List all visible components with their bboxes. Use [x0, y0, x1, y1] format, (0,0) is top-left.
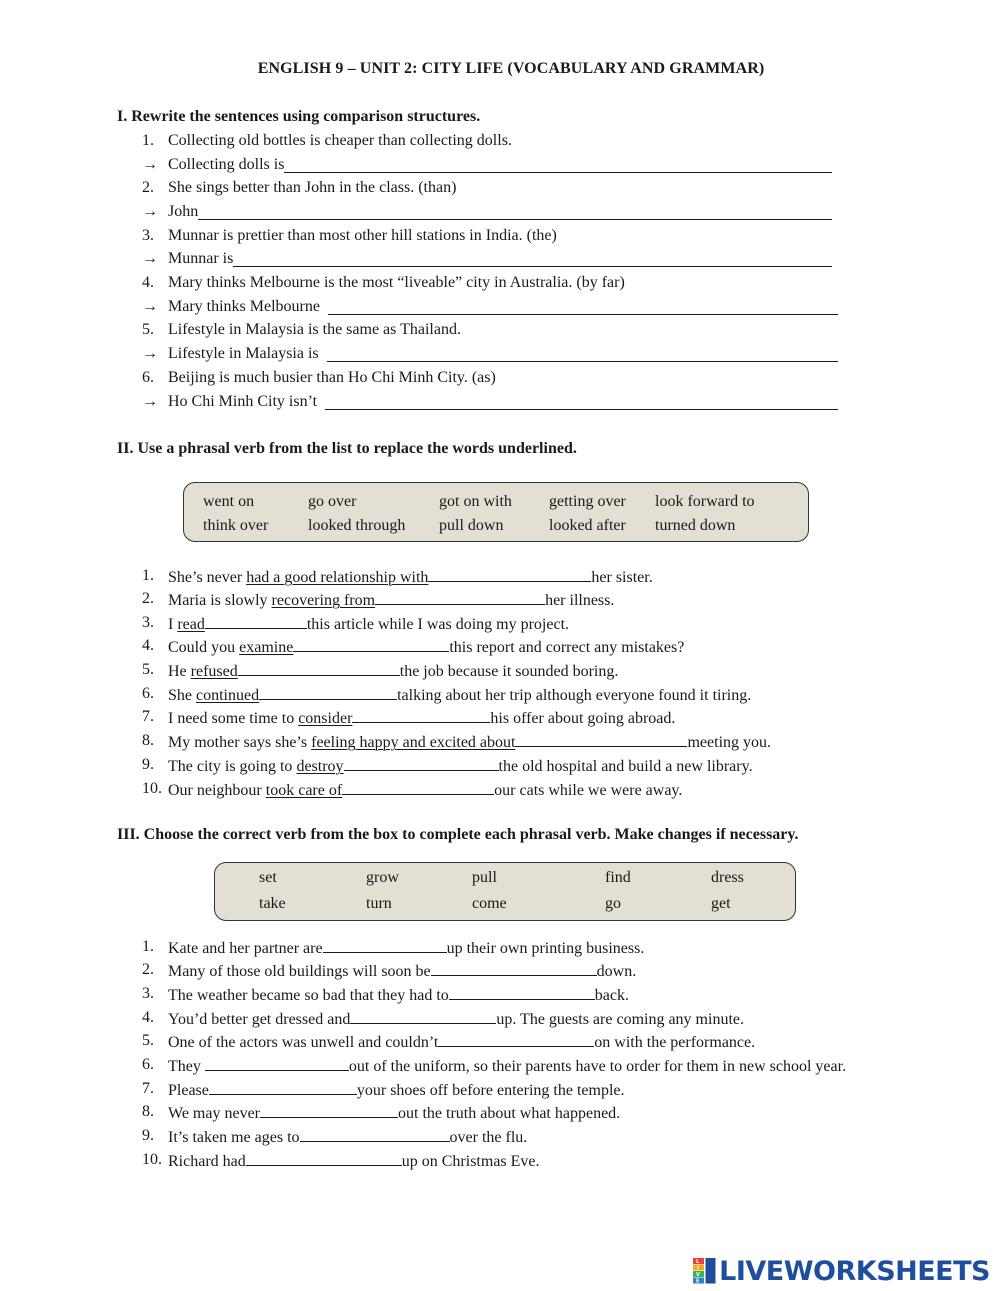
- answer-blank[interactable]: [438, 1030, 594, 1047]
- box-word: find: [605, 869, 631, 886]
- sentence-end: her sister.: [591, 569, 653, 586]
- exercise-item: [0, 754, 1000, 776]
- answer-blank[interactable]: [515, 730, 687, 747]
- sentence-end: the old hospital and build a new library.: [498, 758, 753, 775]
- item-number: 3.: [142, 985, 154, 1002]
- box-word: go over: [308, 493, 357, 510]
- underlined-words: destroy: [296, 758, 344, 775]
- box-word: dress: [711, 869, 744, 886]
- answer-blank[interactable]: [375, 588, 545, 605]
- answer-blank[interactable]: [323, 936, 447, 953]
- item-sentence: [168, 983, 629, 1007]
- answer-prompt: Lifestyle in Malaysia is: [168, 345, 319, 362]
- item-sentence: [168, 959, 636, 983]
- answer-blank[interactable]: [246, 1149, 402, 1166]
- item-number: 5.: [142, 661, 154, 678]
- underlined-words: examine: [239, 639, 294, 656]
- section-1-heading: I. Rewrite the sentences using comparison structures.: [117, 108, 481, 125]
- sentence-start: We may never: [168, 1105, 260, 1122]
- exercise-item: [0, 936, 1000, 958]
- answer-prompt: Munnar is: [168, 250, 234, 267]
- exercise-item: [0, 612, 1000, 634]
- item-number: 2.: [142, 961, 154, 978]
- answer-prompt: Collecting dolls is: [168, 156, 285, 173]
- box-word: think over: [203, 517, 269, 534]
- item-sentence: [168, 1030, 755, 1054]
- answer-blank[interactable]: [431, 959, 597, 976]
- exercise-item: [0, 1054, 1000, 1076]
- item-sentence: [168, 1078, 625, 1102]
- answer-blank[interactable]: [328, 298, 838, 315]
- box-word: look forward to: [655, 493, 755, 510]
- answer-row: [0, 343, 1000, 365]
- exercise-item: [0, 683, 1000, 705]
- sentence-start: You’d better get dressed and: [168, 1011, 351, 1028]
- sentence-end: up on Christmas Eve.: [401, 1153, 540, 1170]
- answer-blank[interactable]: [350, 1007, 496, 1024]
- sentence-start: Could you: [168, 639, 240, 656]
- sentence-start: They: [168, 1058, 205, 1075]
- sentence-start: I need some time to: [168, 710, 299, 727]
- answer-blank[interactable]: [325, 393, 838, 410]
- sentence-start: She: [168, 687, 196, 704]
- answer-blank[interactable]: [205, 1054, 349, 1071]
- sentence-end: down.: [596, 963, 637, 980]
- item-number: 10.: [142, 780, 162, 797]
- logo-letter: E: [696, 1278, 700, 1284]
- sentence-start: Many of those old buildings will soon be: [168, 963, 431, 980]
- item-sentence: [168, 936, 644, 960]
- item-number: 9.: [142, 1127, 154, 1144]
- arrow-icon: →: [142, 156, 158, 173]
- logo-text: LIVEWORKSHEETS: [719, 1255, 990, 1287]
- exercise-item: [0, 730, 1000, 752]
- sentence-end: meeting you.: [687, 734, 772, 751]
- exercise-item: [0, 1101, 1000, 1123]
- item-sentence: [168, 588, 614, 612]
- sentence-end: this report and correct any mistakes?: [449, 639, 685, 656]
- answer-blank[interactable]: [449, 983, 595, 1000]
- arrow-icon: →: [142, 298, 158, 315]
- exercise-item: [0, 319, 1000, 341]
- exercise-item: [0, 130, 1000, 152]
- item-sentence: [168, 730, 771, 754]
- item-sentence: [168, 754, 753, 778]
- underlined-words: continued: [196, 687, 260, 704]
- exercise-item: [0, 367, 1000, 389]
- logo-letter: I: [697, 1265, 700, 1272]
- item-sentence: [168, 1125, 527, 1149]
- exercise-item: [0, 1007, 1000, 1029]
- sentence-start: My mother says she’s: [168, 734, 312, 751]
- item-number: 4.: [142, 637, 154, 654]
- sentence-start: Maria is slowly: [168, 592, 272, 609]
- item-sentence: Beijing is much busier than Ho Chi Minh City. (as): [168, 369, 496, 386]
- answer-blank[interactable]: [327, 345, 838, 362]
- exercise-item: [0, 588, 1000, 610]
- box-word: pull: [472, 869, 497, 886]
- answer-blank[interactable]: [342, 778, 494, 795]
- item-number: 6.: [142, 369, 154, 386]
- sentence-start: The city is going to: [168, 758, 297, 775]
- answer-blank[interactable]: [293, 635, 449, 652]
- box-word: turn: [366, 895, 392, 912]
- sentence-end: over the flu.: [449, 1129, 528, 1146]
- item-sentence: [168, 683, 751, 707]
- exercise-item: [0, 1149, 1000, 1171]
- phrasal-verb-list-box: [183, 482, 809, 542]
- box-word: pull down: [439, 517, 504, 534]
- item-sentence: [168, 565, 653, 589]
- answer-row: [0, 391, 1000, 413]
- exercise-item: [0, 1030, 1000, 1052]
- item-number: 6.: [142, 685, 154, 702]
- sentence-end: talking about her trip although everyone found it tiring.: [397, 687, 752, 704]
- arrow-icon: →: [142, 393, 158, 410]
- underlined-words: feeling happy and excited about: [311, 734, 516, 751]
- section-2-heading: II. Use a phrasal verb from the list to replace the words underlined.: [117, 440, 577, 457]
- sentence-end: up their own printing business.: [446, 940, 645, 957]
- sentence-start: Our neighbour: [168, 782, 266, 799]
- box-word: set: [259, 869, 277, 886]
- sentence-end: on with the performance.: [594, 1034, 756, 1051]
- item-sentence: Mary thinks Melbourne is the most “liveable” city in Australia. (by far): [168, 274, 625, 291]
- item-number: 9.: [142, 756, 154, 773]
- box-word: go: [605, 895, 621, 912]
- liveworksheets-logo-icon: [693, 1258, 717, 1284]
- answer-prompt: Ho Chi Minh City isn’t: [168, 393, 318, 410]
- sentence-start: Richard had: [168, 1153, 246, 1170]
- box-word: getting over: [549, 493, 626, 510]
- underlined-words: took care of: [265, 782, 343, 799]
- box-word: turned down: [655, 517, 736, 534]
- sentence-end: our cats while we were away.: [494, 782, 683, 799]
- sentence-start: One of the actors was unwell and couldn’t: [168, 1034, 439, 1051]
- exercise-item: [0, 225, 1000, 247]
- box-word: looked through: [308, 517, 406, 534]
- underlined-words: refused: [190, 663, 238, 680]
- sentence-start: I: [168, 616, 178, 633]
- box-word: take: [259, 895, 286, 912]
- exercise-item: [0, 1125, 1000, 1147]
- box-word: got on with: [439, 493, 512, 510]
- exercise-item: [0, 706, 1000, 728]
- answer-blank[interactable]: [260, 1101, 398, 1118]
- sentence-start: Please: [168, 1082, 209, 1099]
- arrow-icon: →: [142, 345, 158, 362]
- answer-blank[interactable]: [259, 683, 397, 700]
- exercise-item: [0, 1078, 1000, 1100]
- item-number: 7.: [142, 708, 154, 725]
- item-sentence: Collecting old bottles is cheaper than collecting dolls.: [168, 132, 512, 149]
- answer-blank[interactable]: [284, 156, 832, 173]
- underlined-words: read: [177, 616, 205, 633]
- box-word: come: [472, 895, 507, 912]
- item-sentence: [168, 659, 618, 683]
- item-number: 2.: [142, 590, 154, 607]
- page-title: ENGLISH 9 – UNIT 2: CITY LIFE (VOCABULARY AND GRAMMAR): [257, 60, 765, 77]
- liveworksheets-logo: [693, 1256, 990, 1286]
- item-sentence: Munnar is prettier than most other hill stations in India. (the): [168, 227, 557, 244]
- logo-letter: L: [696, 1259, 700, 1265]
- answer-blank[interactable]: [233, 250, 832, 267]
- answer-blank[interactable]: [344, 754, 499, 771]
- answer-row: [0, 201, 1000, 223]
- answer-blank[interactable]: [198, 203, 832, 220]
- box-word: get: [711, 895, 731, 912]
- item-sentence: [168, 778, 682, 802]
- item-number: 6.: [142, 1056, 154, 1073]
- item-sentence: [168, 1054, 846, 1078]
- sentence-end: up. The guests are coming any minute.: [496, 1011, 744, 1028]
- item-number: 4.: [142, 274, 154, 291]
- exercise-item: [0, 778, 1000, 800]
- underlined-words: had a good relationship with: [246, 569, 429, 586]
- sentence-start: Kate and her partner are: [168, 940, 323, 957]
- exercise-item: [0, 959, 1000, 981]
- box-word: grow: [366, 869, 399, 886]
- sentence-end: out of the uniform, so their parents have to order for them in new school year.: [348, 1058, 847, 1075]
- arrow-icon: →: [142, 203, 158, 220]
- sentence-end: the job because it sounded boring.: [399, 663, 619, 680]
- item-sentence: Lifestyle in Malaysia is the same as Thailand.: [168, 321, 461, 338]
- exercise-item: [0, 272, 1000, 294]
- item-number: 3.: [142, 614, 154, 631]
- logo-letter: V: [696, 1272, 701, 1278]
- answer-prompt: John: [168, 203, 199, 220]
- sentence-start: He: [168, 663, 191, 680]
- item-sentence: [168, 706, 675, 730]
- item-sentence: [168, 1007, 744, 1031]
- answer-blank[interactable]: [238, 659, 400, 676]
- item-sentence: [168, 1101, 620, 1125]
- sentence-end: back.: [594, 987, 629, 1004]
- item-number: 1.: [142, 938, 154, 955]
- item-number: 4.: [142, 1009, 154, 1026]
- item-number: 5.: [142, 321, 154, 338]
- section-3-heading: III. Choose the correct verb from the box to complete each phrasal verb. Make changes if necessary.: [117, 826, 799, 843]
- item-number: 3.: [142, 227, 154, 244]
- answer-row: [0, 154, 1000, 176]
- underlined-words: consider: [298, 710, 353, 727]
- answer-prompt: Mary thinks Melbourne: [168, 298, 320, 315]
- verb-box: [214, 862, 796, 921]
- exercise-item: [0, 565, 1000, 587]
- item-sentence: [168, 1149, 540, 1173]
- answer-blank[interactable]: [352, 706, 490, 723]
- sentence-end: this article while I was doing my project.: [306, 616, 570, 633]
- sentence-end: out the truth about what happened.: [398, 1105, 621, 1122]
- box-word: went on: [203, 493, 255, 510]
- answer-row: [0, 248, 1000, 270]
- exercise-item: [0, 635, 1000, 657]
- answer-blank[interactable]: [300, 1125, 450, 1142]
- item-number: 5.: [142, 1032, 154, 1049]
- item-number: 2.: [142, 179, 154, 196]
- item-sentence: [168, 612, 569, 636]
- sentence-end: her illness.: [545, 592, 615, 609]
- sentence-start: She’s never: [168, 569, 247, 586]
- underlined-words: recovering from: [271, 592, 376, 609]
- sentence-start: It’s taken me ages to: [168, 1129, 300, 1146]
- arrow-icon: →: [142, 250, 158, 267]
- item-number: 1.: [142, 132, 154, 149]
- item-number: 8.: [142, 732, 154, 749]
- exercise-item: [0, 659, 1000, 681]
- item-number: 8.: [142, 1103, 154, 1120]
- answer-blank[interactable]: [205, 612, 307, 629]
- exercise-item: [0, 177, 1000, 199]
- item-number: 10.: [142, 1151, 162, 1168]
- answer-blank[interactable]: [428, 565, 591, 582]
- sentence-end: your shoes off before entering the temple.: [356, 1082, 625, 1099]
- sentence-start: The weather became so bad that they had to: [168, 987, 449, 1004]
- item-sentence: She sings better than John in the class. (than): [168, 179, 457, 196]
- item-sentence: [168, 635, 684, 659]
- item-number: 7.: [142, 1080, 154, 1097]
- answer-row: [0, 296, 1000, 318]
- item-number: 1.: [142, 567, 154, 584]
- exercise-item: [0, 983, 1000, 1005]
- box-word: looked after: [549, 517, 626, 534]
- sentence-end: his offer about going abroad.: [490, 710, 676, 727]
- answer-blank[interactable]: [209, 1078, 357, 1095]
